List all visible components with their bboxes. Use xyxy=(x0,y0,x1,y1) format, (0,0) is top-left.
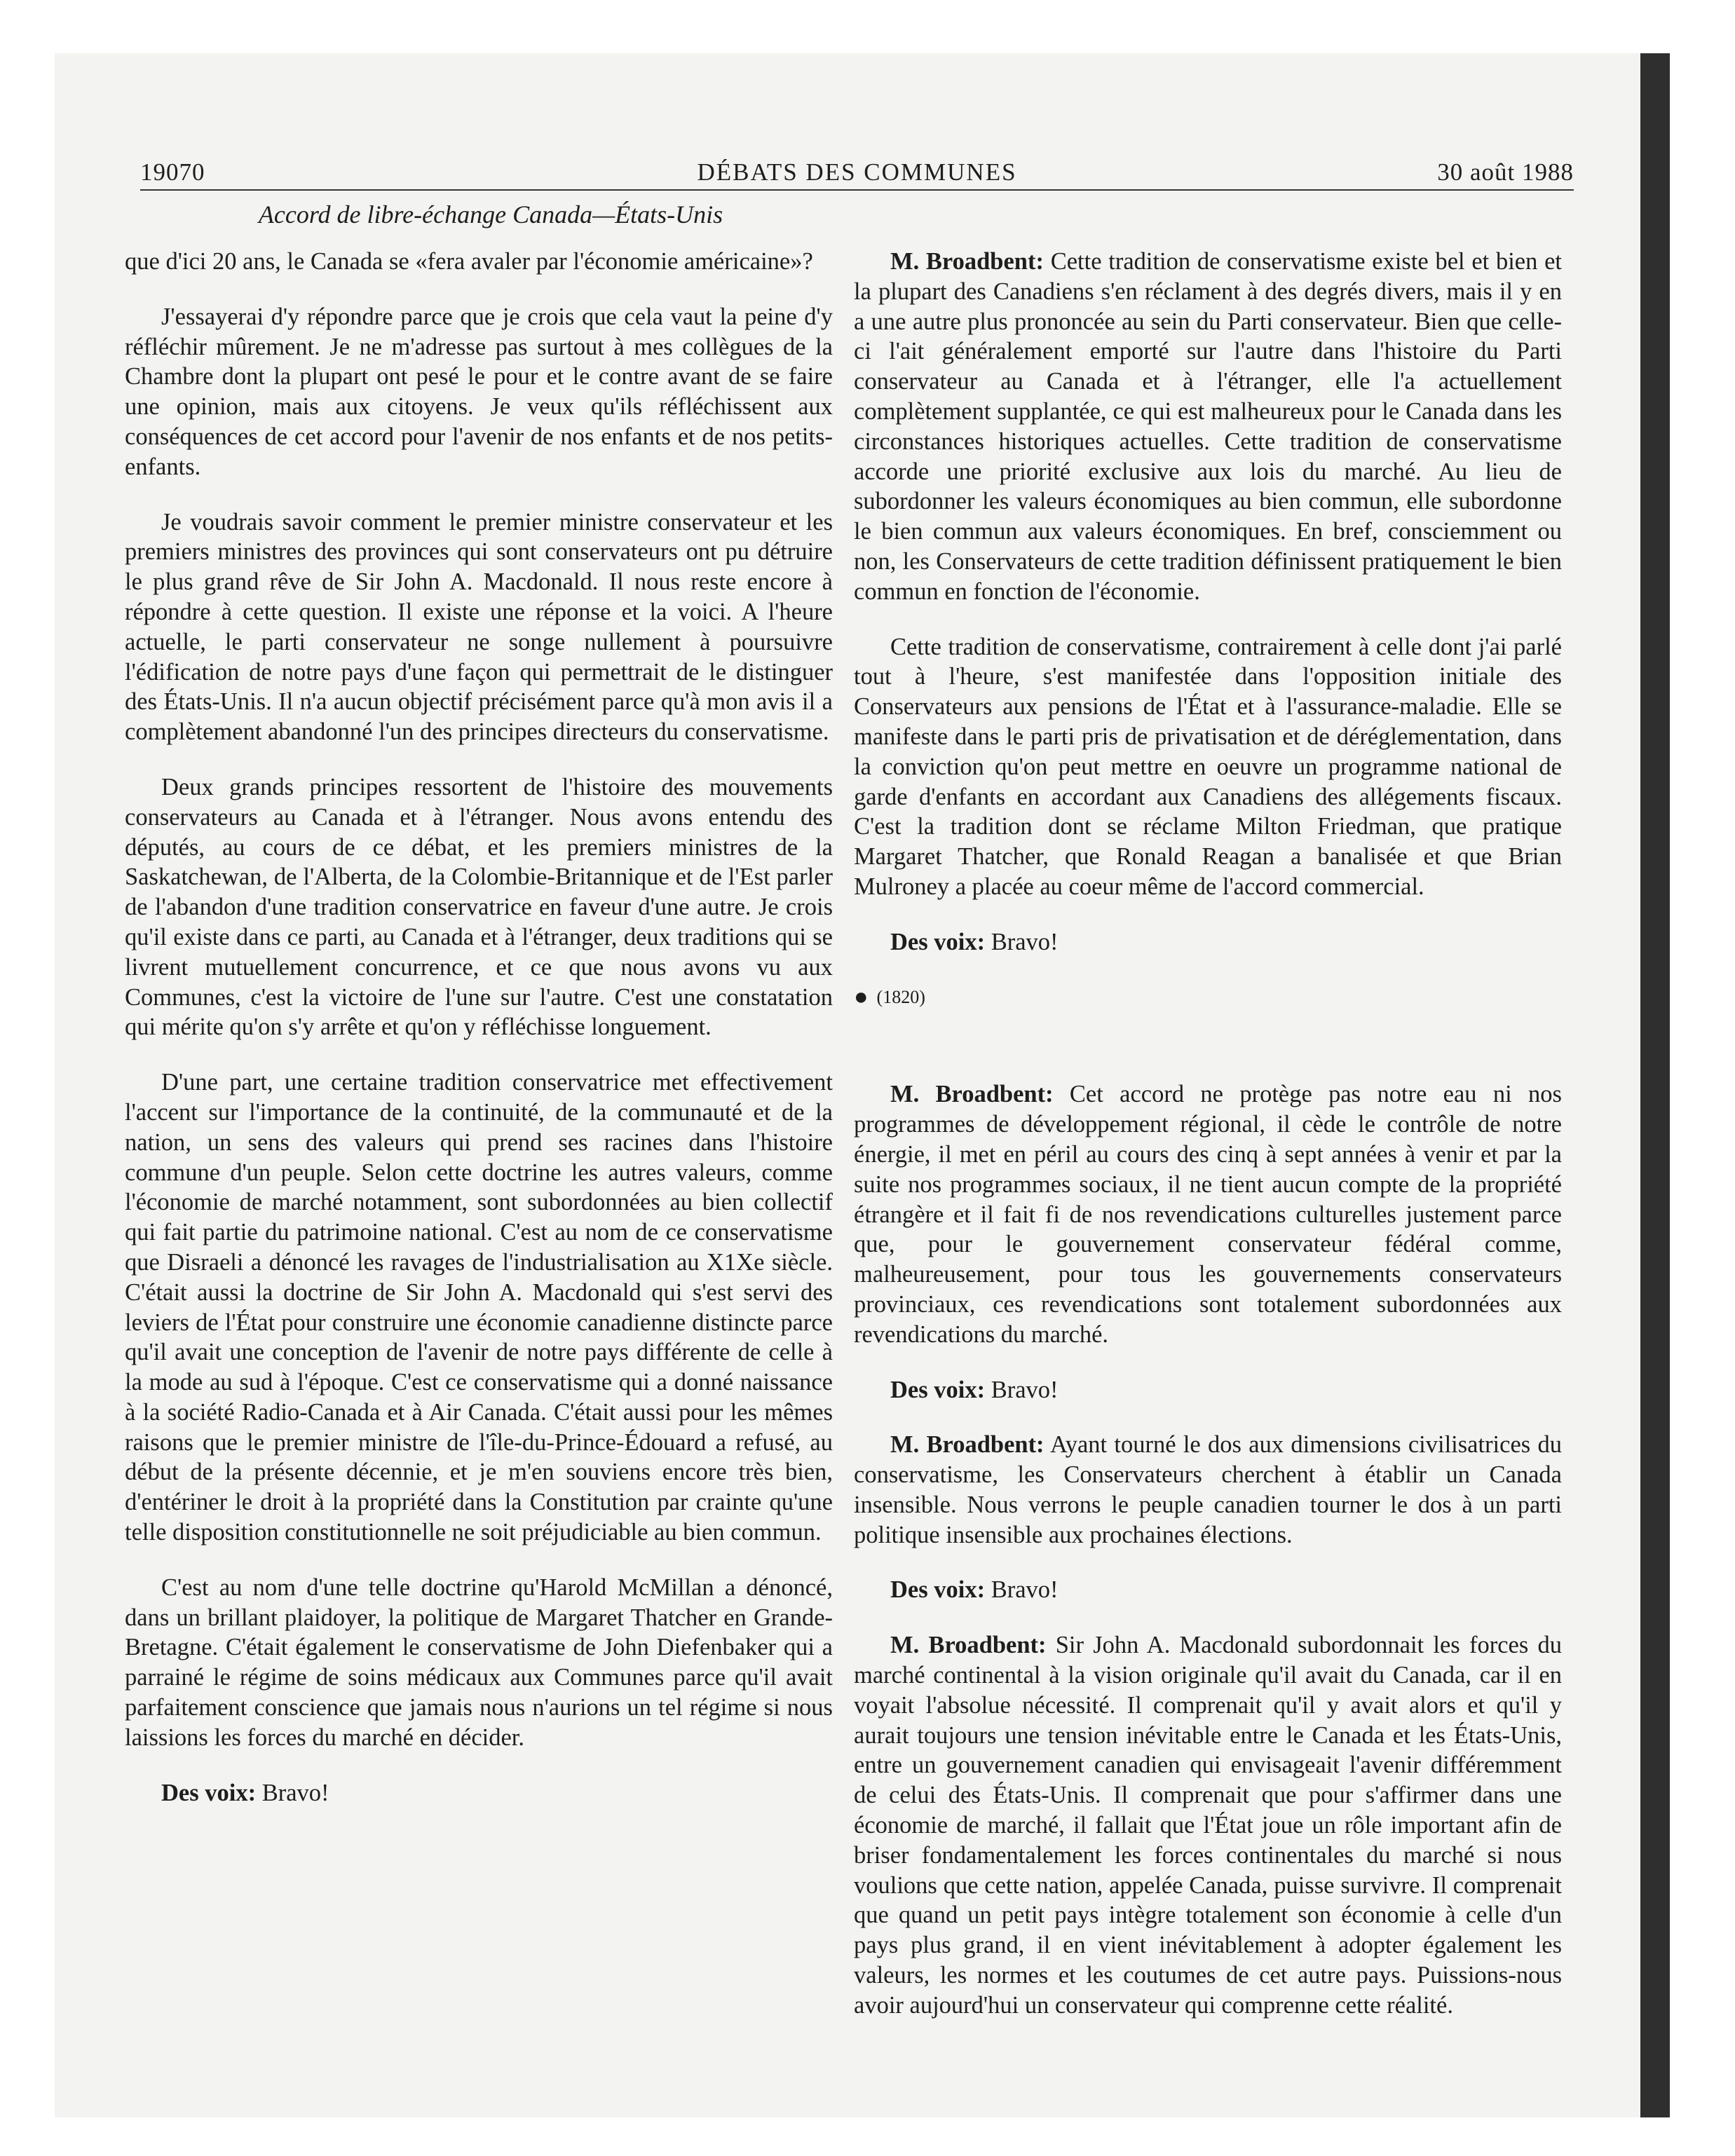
speech-paragraph xyxy=(854,1430,1562,1550)
speaker-name: Des voix: xyxy=(890,1376,986,1403)
speech-paragraph xyxy=(854,927,1562,957)
speech-paragraph xyxy=(854,1079,1562,1349)
speech-paragraph xyxy=(854,1630,1562,2020)
publication-title: DÉBATS DES COMMUNES xyxy=(697,158,1017,186)
speech-text: Bravo! xyxy=(985,1576,1059,1604)
speech-text: Cette tradition de conservatisme existe bel et bien et la plupart des Canadiens s'en réclament à des degrés divers, mais il y en a une autre plus prononcée au sein du Parti conservateur. Bien que celle-ci l'ait généralement emporté sur l'autre dans l'histoire du Parti conservateur au Canada et à l'étranger, elle l'a actuellement complètement supplantée, ce qui est malheureux pour le Canada dans les circonstances historiques actuelles. Cette tradition de conservatisme accorde une priorité exclusive aux lois du marché. Au lieu de subordonner les valeurs économiques au bien commun, elle subordonne le bien commun aux valeurs économiques. En bref, consciemment ou non, les Conservateurs de cette tradition définissent pratiquement le bien commun en fonction de l'économie. xyxy=(854,248,1562,605)
paragraph: Je voudrais savoir comment le premier ministre conservateur et les premiers ministres des provinces qui sont conservateurs ont pu détruire le plus grand rêve de Sir John A. Macdonald. Il nous reste encore à répondre à cette question. Il existe une réponse et la voici. A l'heure actuelle, le parti conservateur ne songe nullement à poursuivre l'édification de notre pays d'une façon qui permettrait de le distinguer des États-Unis. Il n'a aucun objectif précisément parce qu'à mon avis il a complètement abandonné l'un des principes directeurs du conservatisme. xyxy=(125,508,833,746)
scan-edge xyxy=(1640,53,1670,2117)
speaker-name: M. Broadbent: xyxy=(890,248,1044,275)
speech-text: Bravo! xyxy=(256,1779,329,1806)
speech-paragraph xyxy=(854,1575,1562,1605)
left-column xyxy=(125,247,833,1833)
speaker-name: M. Broadbent: xyxy=(890,1081,1054,1108)
page-header xyxy=(140,149,1574,191)
paragraph: J'essayerai d'y répondre parce que je crois que cela vaut la peine d'y réfléchir mûrement. Je ne m'adresse pas surtout à mes collègues de la Chambre dont la plupart ont pesé le pour et le contre avant de se faire une opinion, mais aux citoyens. Je veux qu'ils réfléchissent aux conséquences de cet accord pour l'avenir de nos enfants et de nos petits-enfants. xyxy=(125,303,833,480)
speaker-name: M. Broadbent: xyxy=(890,1431,1045,1459)
bullet-icon: ● xyxy=(854,983,869,1010)
time-marker xyxy=(854,983,1562,1013)
time-marker-label: (1820) xyxy=(876,986,925,1007)
speech-text: Cet accord ne protège pas notre eau ni nos programmes de développement régional, il cède le contrôle de notre énergie, il met en péril au cours des cinq à sept années à venir et par la suite nos programmes sociaux, il ne tient aucun compte de la propriété étrangère et il fait fi de nos revendications culturelles justement parce que, pour le gouvernement conservateur fédéral comme, malheureusement, pour tous les gouvernements conservateurs provinciaux, ces revendications sont totalement subordonnées aux revendications du marché. xyxy=(854,1081,1562,1348)
paragraph: Deux grands principes ressortent de l'histoire des mouvements conservateurs au Canada et à l'étranger. Nous avons entendu des députés, au cours de ce débat, et les premiers ministres de la Saskatchewan, de l'Alberta, de la Colombie-Britannique et de l'Est parler de l'abandon d'une tradition conservatrice en faveur d'une autre. Je crois qu'il existe dans ce parti, au Canada et à l'étranger, deux traditions qui se livrent mutuellement concurrence, et ce que nous avons vu aux Communes, c'est la victoire de l'une sur l'autre. C'est une constatation qui mérite qu'on s'y arrête et qu'on y réfléchisse longuement. xyxy=(125,773,833,1041)
speech-paragraph xyxy=(125,1778,833,1808)
speaker-name: Des voix: xyxy=(161,1779,257,1806)
right-column xyxy=(854,247,1562,2046)
page-date: 30 août 1988 xyxy=(1437,158,1574,186)
section-subtitle: Accord de libre-échange Canada—États-Unis xyxy=(258,200,723,228)
paragraph: C'est au nom d'une telle doctrine qu'Harold McMillan a dénoncé, dans un brillant plaidoyer, la politique de Margaret Thatcher en Grande-Bretagne. C'était également le conservatisme de John Diefenbaker qui a parrainé le régime de soins médicaux aux Communes parce qu'il avait parfaitement conscience que jamais nous n'aurions un tel régime si nous laissions les forces du marché en décider. xyxy=(125,1574,833,1751)
speech-paragraph xyxy=(854,1375,1562,1405)
paragraph: Cette tradition de conservatisme, contrairement à celle dont j'ai parlé tout à l'heure, s'est manifestée dans l'opposition initiale des Conservateurs aux pensions de l'État et à l'assurance-maladie. Elle se manifeste dans le parti pris de privatisation et de déréglementation, dans la conviction qu'on peut mettre en oeuvre un programme national de garde d'enfants en accordant aux Canadiens des allégements fiscaux. C'est la tradition dont se réclame Milton Friedman, que pratique Margaret Thatcher, que Ronald Reagan a banalisée et que Brian Mulroney a placée au coeur même de l'accord commercial. xyxy=(854,633,1562,900)
speech-text: Ayant tourné le dos aux dimensions civilisatrices du conservatisme, les Conservateurs cherchent à établir un Canada insensible. Nous verrons le peuple canadien tourner le dos à un parti politique insensible aux prochaines élections. xyxy=(854,1431,1562,1548)
speaker-name: Des voix: xyxy=(890,1576,986,1604)
speech-text: Bravo! xyxy=(985,928,1059,955)
speech-paragraph xyxy=(854,247,1562,607)
speech-text: Sir John A. Macdonald subordonnait les forces du marché continental à la vision originale qu'il avait du Canada, car il en voyait l'absolue nécessité. Il comprenait qu'il y avait alors et qu'il y aurait toujours une tension inévitable entre le Canada et les États-Unis, entre un gouvernement canadien qui envisageait l'avenir différemment de celui des États-Unis. Il comprenait que pour s'affirmer dans une économie de marché, il fallait que l'État joue un rôle important afin de briser fondamentalement les forces continentales du marché si nous voulions que cette nation, appelée Canada, puisse survivre. Il comprenait que quand un petit pays intègre totalement son économie à celle d'un pays plus grand, il en vient inévitablement à adopter également les valeurs, les normes et les coutumes de cet autre pays. Puissions-nous avoir aujourd'hui un conservateur qui comprenne cette réalité. xyxy=(854,1632,1562,2019)
paragraph: que d'ici 20 ans, le Canada se «fera avaler par l'économie américaine»? xyxy=(125,248,813,275)
page-number: 19070 xyxy=(140,158,205,186)
speaker-name: M. Broadbent: xyxy=(890,1632,1047,1659)
speech-text: Bravo! xyxy=(985,1376,1059,1403)
speaker-name: Des voix: xyxy=(890,928,986,955)
paragraph: D'une part, une certaine tradition conservatrice met effectivement l'accent sur l'importance de la continuité, de la communauté et de la nation, un sens des valeurs qui prend ses racines dans l'histoire commune d'un peuple. Selon cette doctrine les autres valeurs, comme l'économie de marché notamment, sont subordonnées au bien collectif qui fait partie du patrimoine national. C'est au nom de ce conservatisme que Disraeli a dénoncé les ravages de l'industrialisation au X1Xe siècle. C'était aussi la doctrine de Sir John A. Macdonald qui s'est servi des leviers de l'État pour construire une économie canadienne distincte parce qu'il avait une conception de l'avenir de notre pays différente de celle à la mode au sud à l'époque. C'est ce conservatisme qui a donné naissance à la société Radio-Canada et à Air Canada. C'était aussi pour les mêmes raisons que le premier ministre de l'île-du-Prince-Édouard a refusé, au début de la présente décennie, et je m'en souviens encore très bien, d'entériner le droit à la propriété dans la Constitution par crainte qu'une telle disposition constitutionnelle ne soit préjudiciable au bien commun. xyxy=(125,1069,833,1546)
